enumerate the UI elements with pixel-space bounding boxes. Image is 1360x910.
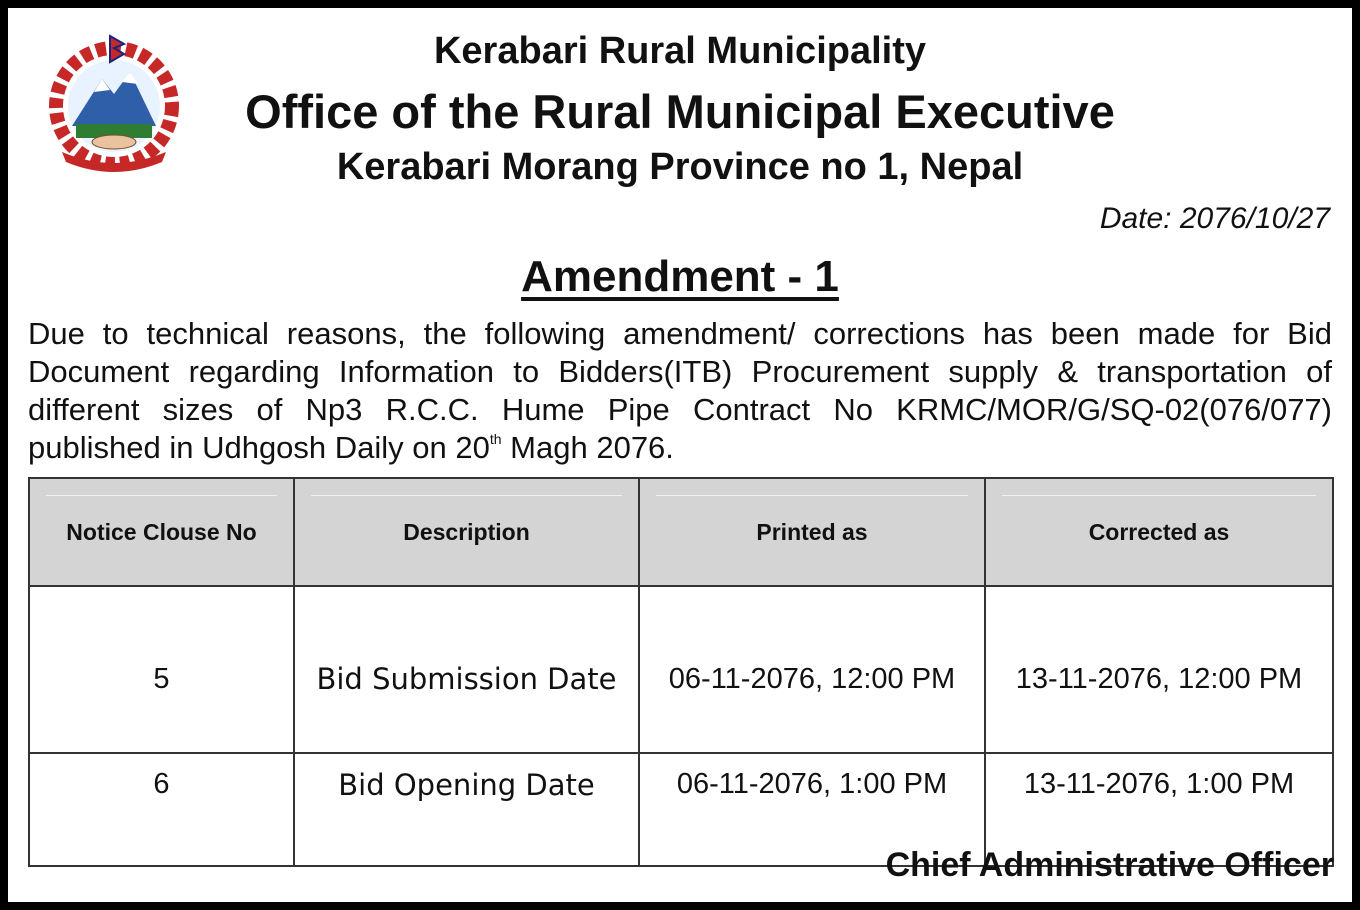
table-header-row xyxy=(29,478,1333,586)
notice-body xyxy=(28,315,1332,467)
notice-title: Amendment - 1 xyxy=(521,252,839,301)
col-header-description: Description xyxy=(294,478,639,586)
clause-no-cell: 5 xyxy=(29,586,294,753)
description-cell: Bid Submission Date xyxy=(294,586,639,753)
printed-as-cell: 06-11-2076, 1:00 PM xyxy=(639,753,985,866)
office-address: Kerabari Morang Province no 1, Nepal xyxy=(336,146,1024,188)
col-header-clause: Notice Clouse No xyxy=(29,478,294,586)
clause-no-cell: 6 xyxy=(29,753,294,866)
amendment-table xyxy=(28,477,1334,867)
signatory-title: Chief Administrative Officer xyxy=(885,846,1334,884)
col-header-printed: Printed as xyxy=(639,478,985,586)
municipality-name: Kerabari Rural Municipality xyxy=(433,30,926,72)
corrected-as-cell: 13-11-2076, 1:00 PM xyxy=(985,753,1333,866)
notice-page xyxy=(8,8,1352,902)
ordinal-suffix: th xyxy=(489,431,502,447)
printed-as-cell: 06-11-2076, 12:00 PM xyxy=(639,586,985,753)
notice-date: Date: 2076/10/27 xyxy=(1099,202,1330,235)
table-row xyxy=(29,586,1333,753)
body-text-end: Magh 2076. xyxy=(501,430,674,465)
corrected-as-cell: 13-11-2076, 12:00 PM xyxy=(985,586,1333,753)
body-text-start: Due to technical reasons, the following amendment/ corrections has been made for Bid Document regarding Information to Bidders(ITB) Procurement supply & transportation of different sizes of Np3 R.C.C. Hume Pipe Contract No KRMC/MOR/G/SQ-02(076/077) published in Udhgosh Daily on 20 xyxy=(28,316,1332,465)
description-cell: Bid Opening Date xyxy=(294,753,639,866)
office-name: Office of the Rural Municipal Executive xyxy=(245,85,1115,138)
col-header-corrected: Corrected as xyxy=(985,478,1333,586)
